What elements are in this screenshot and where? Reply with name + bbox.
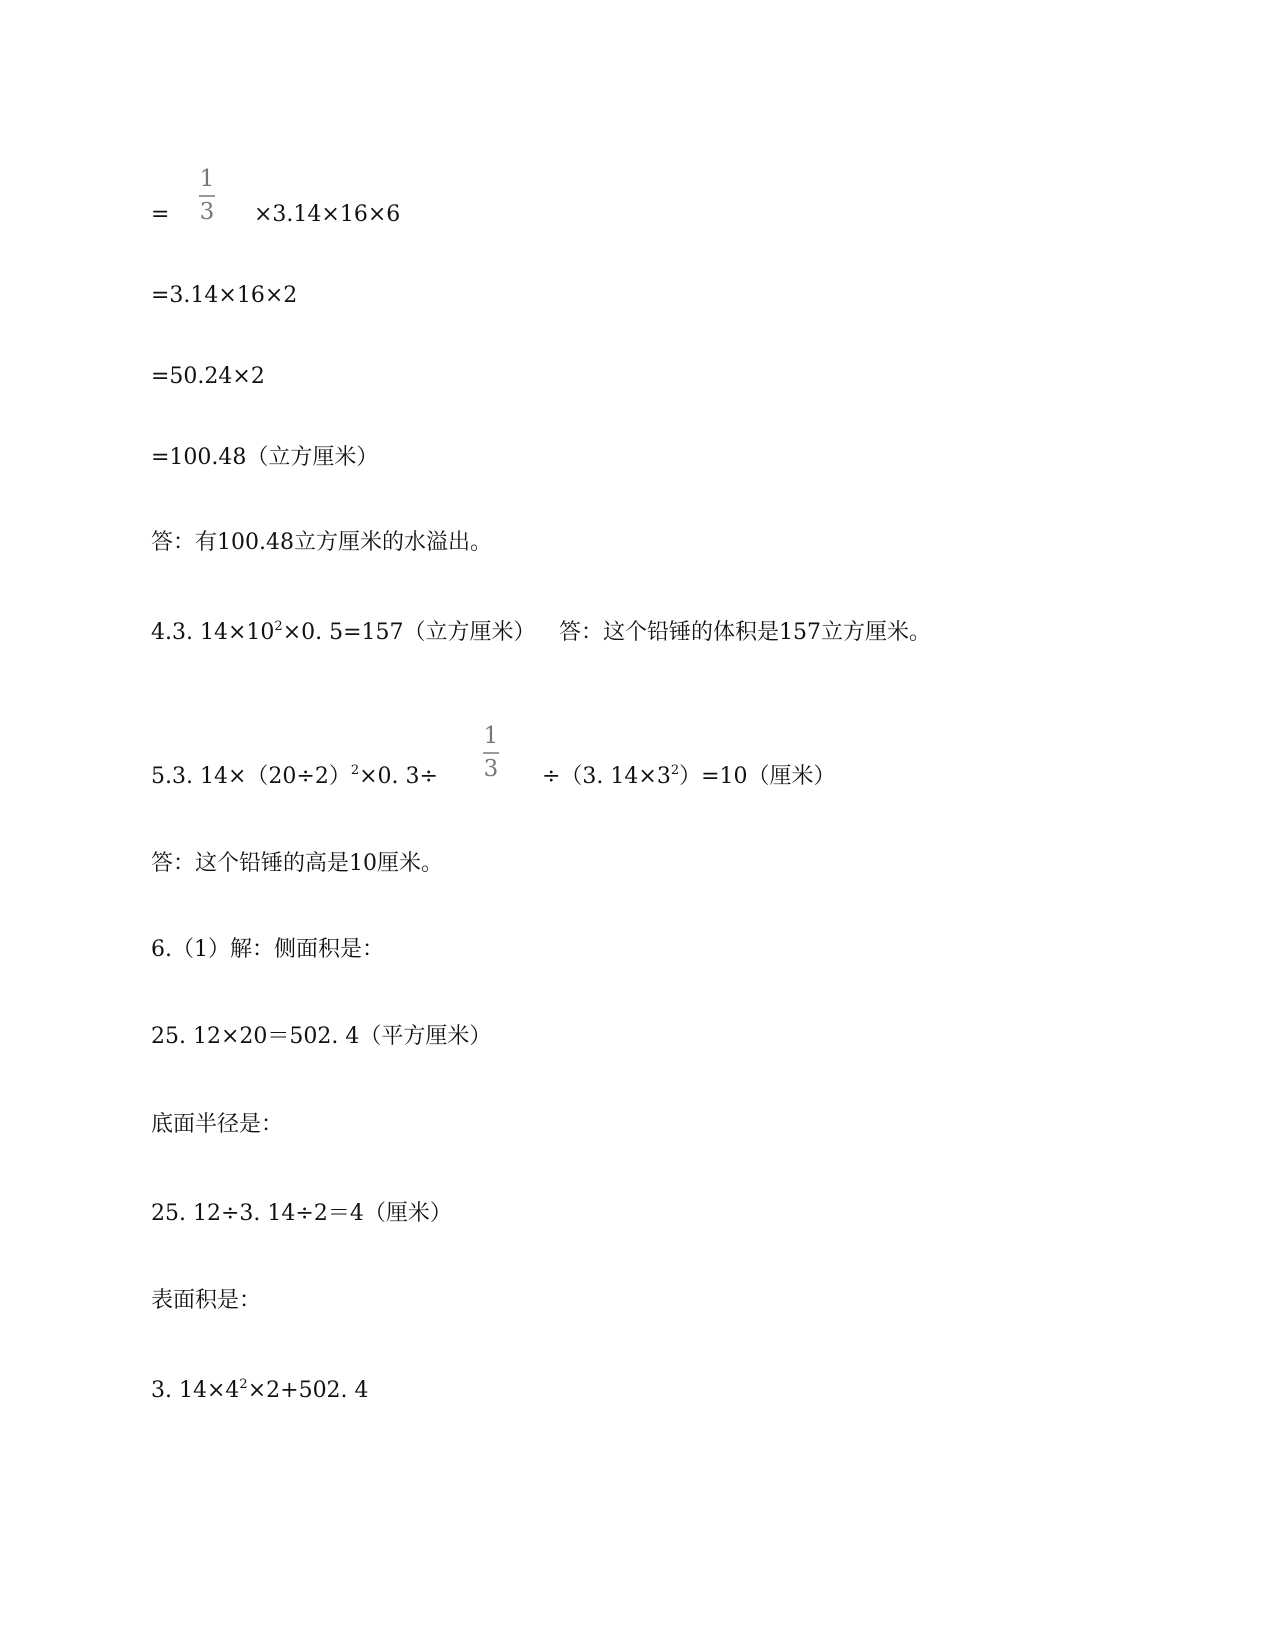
equation-line-1	[151, 204, 169, 226]
equals-sign: =	[151, 202, 170, 227]
superscript: 2	[239, 1377, 248, 1392]
fraction-denominator: 3	[483, 756, 499, 782]
problem-5-expr-c: ÷（3. 14×3	[542, 764, 671, 789]
superscript: 2	[274, 619, 283, 634]
problem-6-heading: 6.（1）解：侧面积是：	[151, 937, 384, 962]
radius-calc: 25. 12÷3. 14÷2＝4（厘米）	[151, 1201, 452, 1226]
superscript: 2	[670, 763, 680, 778]
problem-5-expr-a: 5.3. 14×（20÷2）	[151, 764, 351, 789]
surface-expr-a: 3. 14×4	[151, 1378, 240, 1403]
problem-5-expr-d: ）=10（厘米）	[679, 764, 836, 789]
surface-expr-b: ×2+502. 4	[247, 1378, 369, 1403]
problem-4-expr-b: ×0. 5=157（立方厘米）	[282, 620, 536, 645]
answer-line-5: 答：这个铅锤的高是10厘米。	[151, 851, 443, 876]
surface-area-calc	[151, 1377, 369, 1403]
answer-line-3: 答：有100.48立方厘米的水溢出。	[151, 530, 492, 555]
fraction-denominator: 3	[199, 199, 215, 225]
fraction-numerator: 1	[199, 166, 215, 192]
equation-line-2: =3.14×16×2	[151, 283, 298, 308]
fraction-bar	[483, 752, 499, 754]
problem-5-expr-b: ×0. 3÷	[359, 764, 438, 789]
fraction-bar	[199, 195, 215, 197]
problem-5-line	[151, 763, 438, 789]
equation-line-1-rest: ×3.14×16×6	[254, 202, 401, 227]
fraction-one-third-2	[483, 723, 499, 782]
radius-label: 底面半径是：	[151, 1112, 284, 1137]
equation-line-3: =50.24×2	[151, 364, 265, 389]
superscript: 2	[350, 763, 360, 778]
problem-4-expr-a: 4.3. 14×10	[151, 620, 275, 645]
lateral-area-calc: 25. 12×20＝502. 4（平方厘米）	[151, 1024, 492, 1049]
fraction-numerator: 1	[483, 723, 499, 749]
problem-4-answer: 答：这个铅锤的体积是157立方厘米。	[559, 620, 931, 645]
fraction-one-third	[199, 166, 215, 225]
surface-area-label: 表面积是：	[151, 1288, 262, 1313]
problem-4-line	[151, 619, 536, 645]
equation-line-4: =100.48（立方厘米）	[151, 445, 379, 470]
problem-5-line-rest	[542, 763, 836, 789]
